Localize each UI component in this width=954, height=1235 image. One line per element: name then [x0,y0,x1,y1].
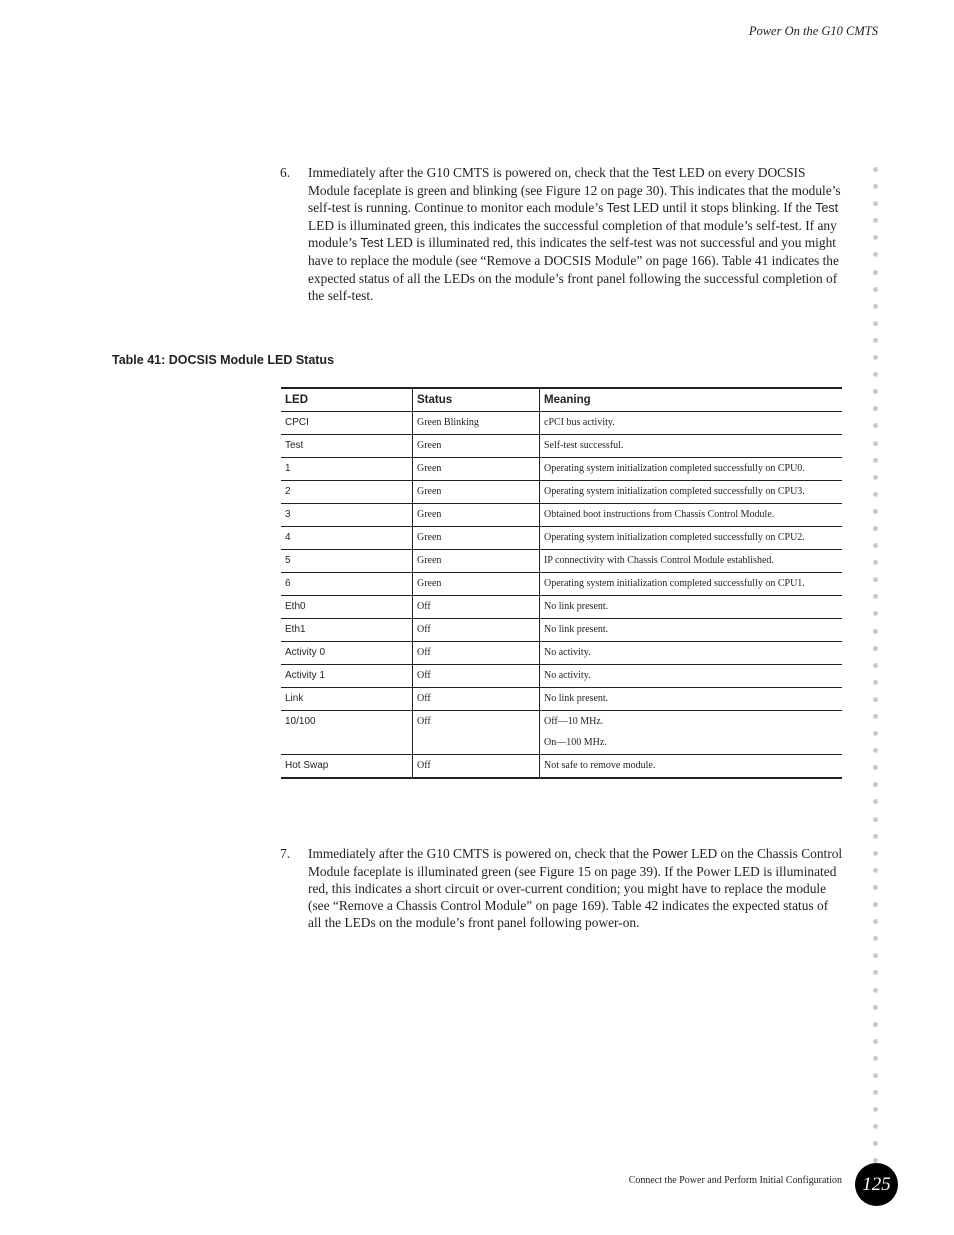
margin-dot [873,646,878,651]
step-6-text-4: LED is illuminated green, this indicates the successful completion of that module’s self-test. If any module’s [308,218,837,251]
margin-dot [873,1022,878,1027]
meaning-cell [540,711,843,755]
margin-dot [873,1073,878,1078]
table-caption: Table 41: DOCSIS Module LED Status [112,353,335,367]
led-status-table [281,387,842,779]
margin-dot [873,270,878,275]
meaning-cell: No link present. [540,688,843,711]
led-cell: Test [281,435,413,458]
step-6-paragraph [308,164,843,304]
margin-dot-rule [873,167,881,1176]
status-cell: Off [413,665,540,688]
margin-dot [873,492,878,497]
margin-dot [873,526,878,531]
step-6-text-3: LED until it stops blinking. If the [629,200,816,216]
led-cell: Eth0 [281,596,413,619]
led-cell: 6 [281,573,413,596]
led-cell: 2 [281,481,413,504]
step-7-text-1: Immediately after the G10 CMTS is powered on, check that the [308,846,653,861]
margin-dot [873,970,878,975]
margin-dot [873,475,878,480]
header-meaning: Meaning [540,388,843,412]
meaning-cell: No link present. [540,619,843,642]
margin-dot [873,252,878,257]
margin-dot [873,509,878,514]
margin-dot [873,988,878,993]
table-row [281,504,842,527]
meaning-cell: IP connectivity with Chassis Control Module established. [540,550,843,573]
status-cell: Off [413,619,540,642]
margin-dot [873,697,878,702]
step-6-text-2: LED on every DOCSIS Module faceplate is green and blinking (see Figure 12 on page 30). This indicates that the module’s self-test is running. Continue to monitor each module’s [308,165,841,216]
power-led-name: Power [652,847,688,861]
table-row [281,665,842,688]
margin-dot [873,834,878,839]
margin-dot [873,389,878,394]
table-row [281,481,842,504]
test-led-name: Test [815,201,839,216]
margin-dot [873,1141,878,1146]
margin-dot [873,372,878,377]
meaning-cell: Operating system initialization completed successfully on CPU2. [540,527,843,550]
led-cell: Activity 0 [281,642,413,665]
led-cell: Link [281,688,413,711]
margin-dot [873,287,878,292]
margin-dot [873,1107,878,1112]
status-cell: Off [413,642,540,665]
margin-dot [873,406,878,411]
meaning-cell: Obtained boot instructions from Chassis Control Module. [540,504,843,527]
status-cell: Off [413,688,540,711]
margin-dot [873,167,878,172]
table-row [281,596,842,619]
meaning-cell: No activity. [540,642,843,665]
led-cell: 1 [281,458,413,481]
page-number-badge: 125 [855,1163,898,1206]
margin-dot [873,1090,878,1095]
margin-dot [873,782,878,787]
status-cell: Green [413,481,540,504]
margin-dot [873,902,878,907]
margin-dot [873,919,878,924]
margin-dot [873,953,878,958]
step-6-number: 6. [280,165,291,180]
table-header-row [281,388,842,412]
meaning-line: Off—10 MHz. [544,716,604,727]
meaning-line: On—100 MHz. [544,737,607,748]
margin-dot [873,201,878,206]
table-row [281,573,842,596]
header-status: Status [413,388,540,412]
margin-dot [873,338,878,343]
margin-dot [873,748,878,753]
test-led-name: Test [652,166,676,180]
meaning-cell: Operating system initialization completed successfully on CPU3. [540,481,843,504]
margin-dot [873,1124,878,1129]
margin-dot [873,680,878,685]
table-row [281,435,842,458]
margin-dot [873,629,878,634]
meaning-cell: Operating system initialization completed successfully on CPU0. [540,458,843,481]
margin-dot [873,218,878,223]
margin-dot [873,423,878,428]
test-led-name: Test [606,201,630,216]
margin-dot [873,936,878,941]
margin-dot [873,458,878,463]
step-7-paragraph [308,845,843,931]
led-cell: 10/100 [281,711,413,755]
margin-dot [873,611,878,616]
margin-dot [873,1005,878,1010]
table-row [281,458,842,481]
status-cell: Off [413,711,540,755]
led-cell: CPCI [281,412,413,435]
meaning-cell: Self-test successful. [540,435,843,458]
status-cell: Green [413,527,540,550]
header-led: LED [281,388,413,412]
led-cell: 5 [281,550,413,573]
margin-dot [873,851,878,856]
margin-dot [873,543,878,548]
margin-dot [873,868,878,873]
margin-dot [873,560,878,565]
margin-dot [873,885,878,890]
table-row [281,412,842,435]
footer-chapter-title: Connect the Power and Perform Initial Configuration [628,1175,842,1186]
margin-dot [873,663,878,668]
meaning-cell: No link present. [540,596,843,619]
margin-dot [873,184,878,189]
margin-dot [873,235,878,240]
led-cell: Activity 1 [281,665,413,688]
margin-dot [873,577,878,582]
led-cell: Eth1 [281,619,413,642]
margin-dot [873,731,878,736]
status-cell: Green Blinking [413,412,540,435]
table-row [281,642,842,665]
margin-dot [873,355,878,360]
table-row [281,688,842,711]
led-cell: 3 [281,504,413,527]
table-row [281,527,842,550]
margin-dot [873,714,878,719]
running-header: Power On the G10 CMTS [748,24,878,38]
status-cell: Green [413,573,540,596]
margin-dot [873,799,878,804]
meaning-cell: Operating system initialization completed successfully on CPU1. [540,573,843,596]
meaning-cell: Not safe to remove module. [540,755,843,779]
status-cell: Green [413,550,540,573]
margin-dot [873,321,878,326]
margin-dot [873,1056,878,1061]
status-cell: Green [413,504,540,527]
led-cell: Hot Swap [281,755,413,779]
status-cell: Green [413,435,540,458]
status-cell: Off [413,755,540,779]
margin-dot [873,304,878,309]
test-led-name: Test [360,236,384,251]
led-cell: 4 [281,527,413,550]
margin-dot [873,817,878,822]
step-7-number: 7. [280,846,291,861]
table-row [281,711,842,755]
margin-dot [873,594,878,599]
table-row [281,550,842,573]
table-row [281,619,842,642]
margin-dot [873,1039,878,1044]
step-6-text-5: LED is illuminated red, this indicates the self-test was not successful and you might have to replace the module (see “Remove a DOCSIS Module” on page 166). Table 41 indicates the expected status of all the LEDs on the module’s front panel following the successful completion of the self-test. [308,235,839,303]
margin-dot [873,765,878,770]
meaning-cell: No activity. [540,665,843,688]
table-row [281,755,842,779]
margin-dot [873,441,878,446]
step-7-text-2: LED on the Chassis Control Module faceplate is illuminated green (see Figure 15 on page 39). If the Power LED is illuminated red, this indicates a short circuit or over-current condition; you might have to replace the module (see “Remove a Chassis Control Module” on page 169). Table 42 indicates the expected status of all the LEDs on the module’s front panel following power-on. [308,846,843,931]
status-cell: Off [413,596,540,619]
step-6-text-1: Immediately after the G10 CMTS is powered on, check that the [308,165,653,180]
meaning-cell: cPCI bus activity. [540,412,843,435]
status-cell: Green [413,458,540,481]
